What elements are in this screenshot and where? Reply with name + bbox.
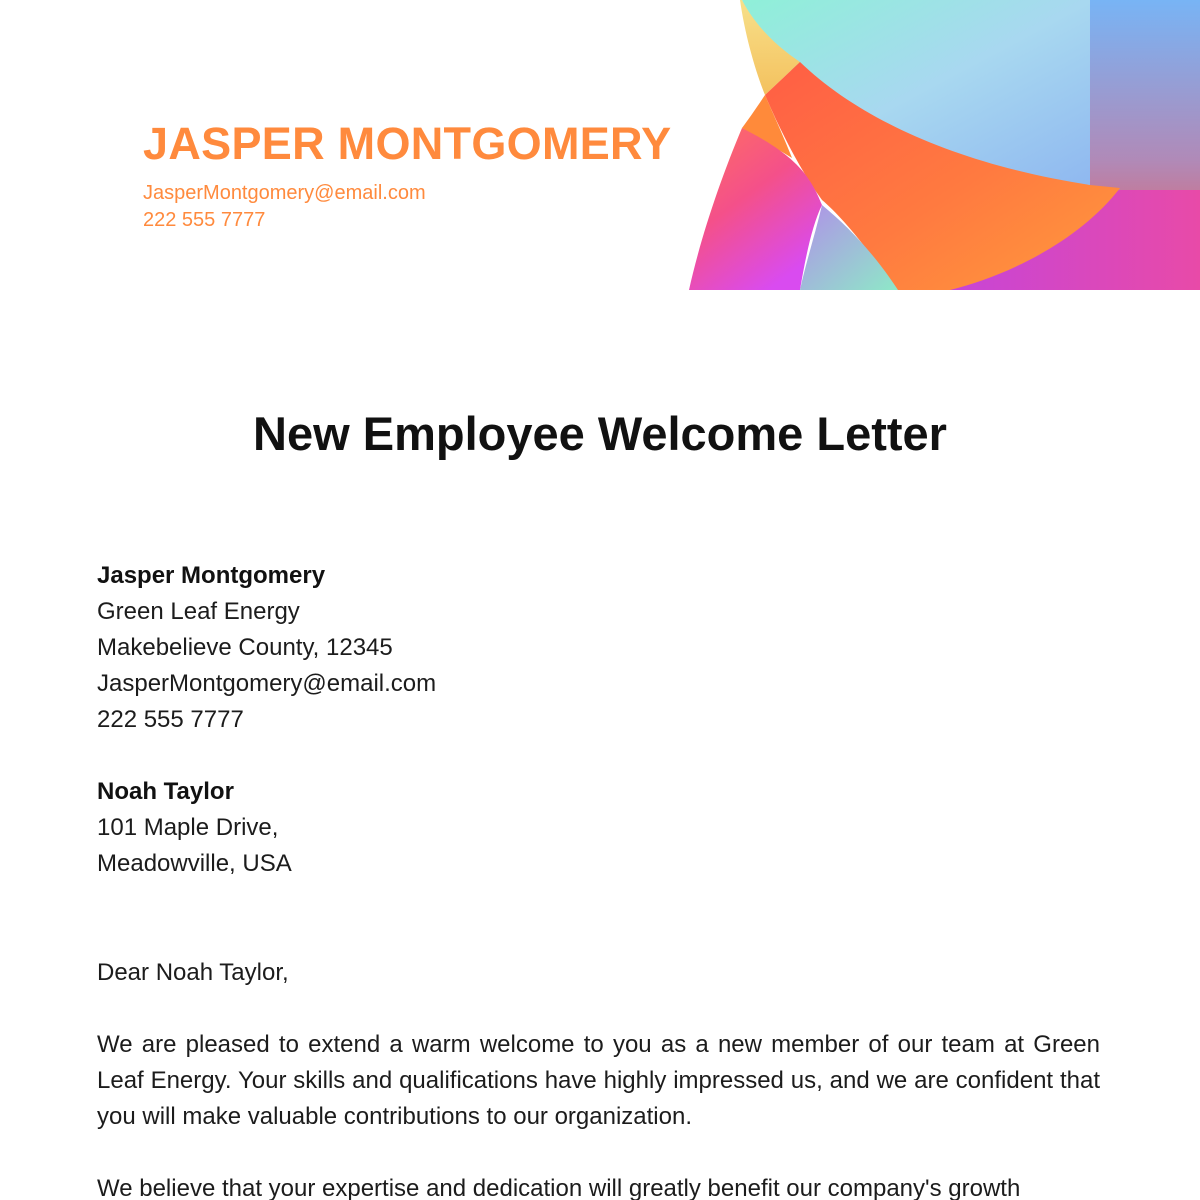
recipient-street: 101 Maple Drive, (97, 814, 279, 841)
salutation: Dear Noah Taylor, (97, 959, 289, 986)
sender-address: Makebelieve County, 12345 (97, 634, 393, 661)
sender-company: Green Leaf Energy (97, 598, 300, 625)
document-title: New Employee Welcome Letter (253, 407, 947, 460)
sender-name: Jasper Montgomery (97, 562, 326, 589)
sender-address-block (97, 558, 1100, 738)
body-paragraph: We believe that your expertise and dedication will greatly benefit our company's growth (97, 1175, 1021, 1200)
letterhead (0, 0, 1200, 290)
recipient-name: Noah Taylor (97, 778, 234, 805)
sender-email: JasperMontgomery@email.com (97, 670, 437, 697)
recipient-city: Meadowville, USA (97, 850, 292, 877)
recipient-address-block (97, 774, 1100, 882)
letterhead-email: JasperMontgomery@email.com (143, 182, 426, 204)
body-paragraph: We are pleased to extend a warm welcome to you as a new member of our team at Green Leaf Energy. Your skills and qualifications have highly impressed us, and we are confident that you will make valuable contributions to our organization. (97, 1031, 1100, 1130)
letterhead-phone: 222 555 7777 (143, 209, 266, 231)
letterhead-name: JASPER MONTGOMERY (143, 118, 672, 169)
sender-phone: 222 555 7777 (97, 706, 244, 733)
